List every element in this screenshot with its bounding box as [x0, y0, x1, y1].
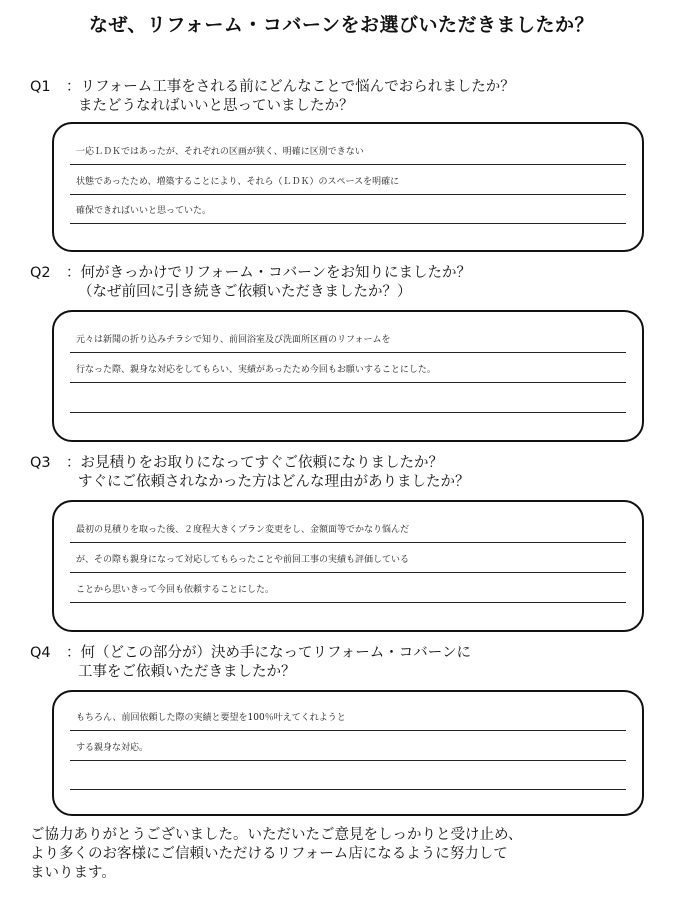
question-4	[30, 644, 471, 682]
closing-message	[30, 826, 522, 883]
question-number: Q1	[30, 79, 51, 95]
question-1	[30, 78, 515, 116]
answer-box-3	[52, 500, 644, 632]
page-title: なぜ、リフォーム・コバーンをお選びいただきましたか？	[88, 14, 595, 36]
answer-line	[70, 572, 626, 573]
answer-line	[70, 223, 626, 224]
question-text: すぐにご依頼されなかった方はどんな理由がありましたか？	[78, 474, 470, 490]
answer-line	[70, 760, 626, 761]
closing-line: ご協力ありがとうございました。いただいたご意見をしっかりと受け止め、	[30, 827, 523, 843]
question-2	[30, 264, 471, 302]
question-number: Q4	[30, 645, 51, 661]
answer-line	[70, 164, 626, 165]
question-text: ：何（どこの部分が）決め手になってリフォーム・コバーンに	[66, 645, 471, 661]
question-text: またどうなればいいと思っていましたか？	[78, 98, 354, 114]
closing-line: より多くのお客様にご信頼いただけるリフォーム店になるように努力して	[30, 846, 508, 862]
answer-box-1	[52, 122, 644, 252]
question-text: ：リフォーム工事をされる前にどんなことで悩んでおられましたか？	[66, 79, 515, 95]
handwritten-answer-line: もちろん、前回依頼した際の実績と要望を100％叶えてくれようと	[76, 713, 346, 723]
handwritten-answer-line: 行なった際、親身な対応をしてもらい、実績があったため今回もお願いすることにした。	[76, 365, 436, 375]
answer-line	[70, 542, 626, 543]
handwritten-answer-line: 元々は新聞の折り込みチラシで知り、前回浴室及び洗面所区画のリフォームを	[76, 335, 391, 345]
answer-line	[70, 352, 626, 353]
handwritten-answer-line: 一応ＬＤＫではあったが、それぞれの区画が狭く、明確に区別できない	[76, 147, 364, 157]
handwritten-answer-line: 状態であったため、増築することにより、それら（ＬＤＫ）のスペースを明確に	[76, 177, 400, 187]
closing-line: まいります。	[30, 865, 116, 881]
question-text: 工事をご依頼いただきましたか？	[78, 664, 296, 680]
question-text: ：お見積りをお取りになってすぐご依頼になりましたか？	[66, 455, 443, 471]
question-number: Q2	[30, 265, 51, 281]
question-text: （なぜ前回に引き続きご依頼いただきましたか？）	[78, 284, 412, 300]
answer-line	[70, 382, 626, 383]
handwritten-answer-line: 確保できればいいと思っていた。	[76, 206, 212, 216]
answer-line	[70, 789, 626, 790]
answer-box-4	[52, 690, 644, 816]
answer-line	[70, 730, 626, 731]
answer-line	[70, 412, 626, 413]
handwritten-answer-line: が、その際も親身になって対応してもらったことや前回工事の実績も評価している	[76, 555, 410, 565]
question-3	[30, 454, 470, 492]
handwritten-answer-line: ことから思いきって今回も依頼することにした。	[76, 585, 275, 595]
question-text: ：何がきっかけでリフォーム・コバーンをお知りにましたか？	[66, 265, 471, 281]
question-number: Q3	[30, 455, 51, 471]
answer-line	[70, 602, 626, 603]
handwritten-answer-line: する親身な対応。	[76, 743, 149, 753]
answer-line	[70, 194, 626, 195]
answer-box-2	[52, 310, 644, 442]
handwritten-answer-line: 最初の見積りを取った後、２度程大きくプラン変更をし、金額面等でかなり悩んだ	[76, 525, 410, 535]
